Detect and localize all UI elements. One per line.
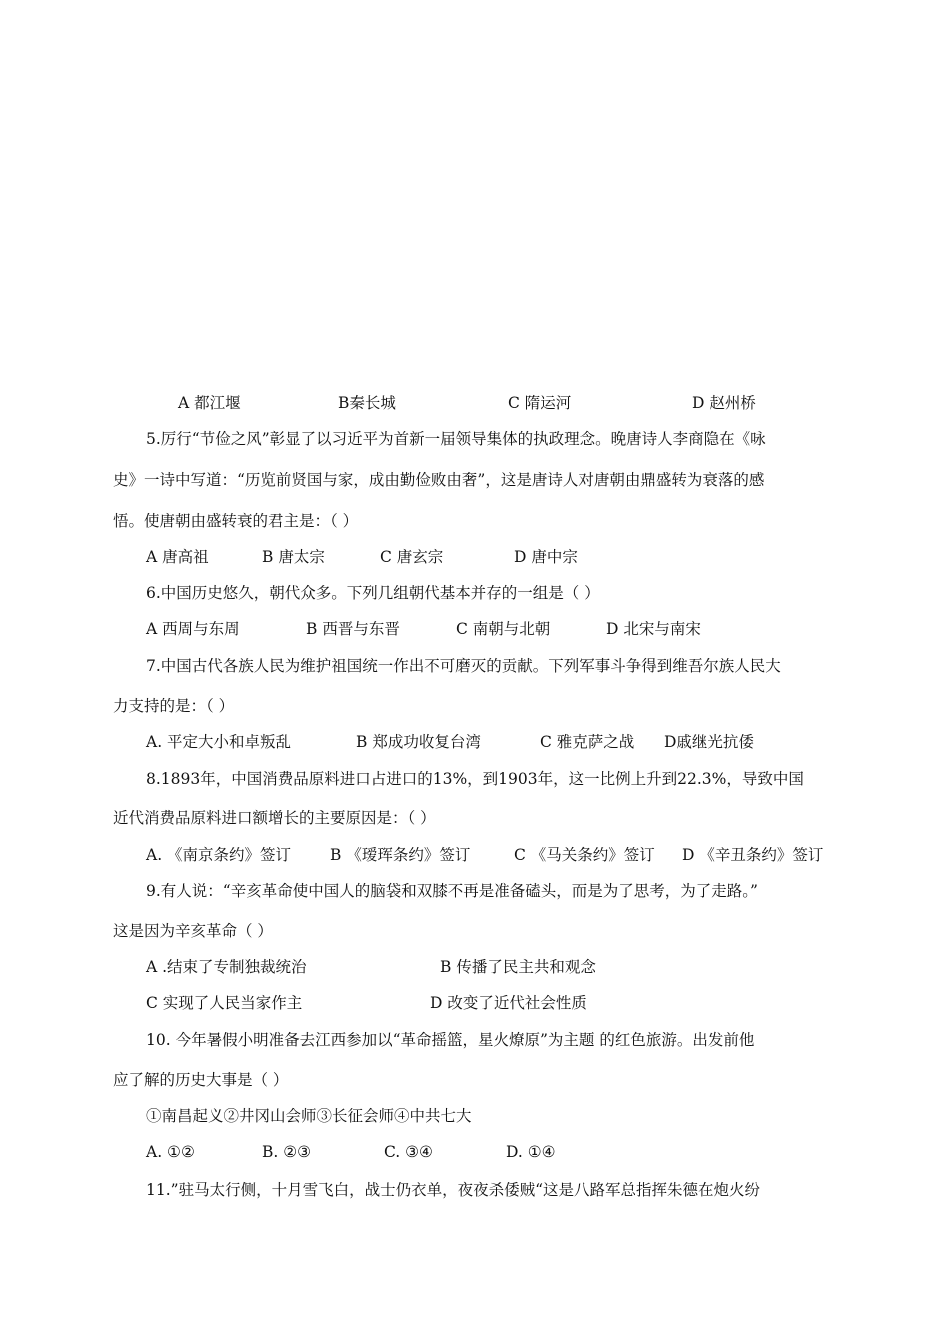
- q6-option-a: A 西周与东周: [146, 620, 240, 638]
- q7-option-b: B 郑成功收复台湾: [356, 733, 481, 751]
- q9-option-c: C 实现了人民当家作主: [146, 994, 303, 1012]
- q6-line-1: 6.中国历史悠久，朝代众多。下列几组朝代基本并存的一组是（ ）: [146, 584, 600, 602]
- q8-line-1: 8.1893年，中国消费品原料进口占进口的13%，到1903年，这一比例上升到22.3%，导致中国: [146, 770, 804, 788]
- q5-line-1: 5.厉行“节俭之风”彰显了以习近平为首新一届领导集体的执政理念。晚唐诗人李商隐在《咏: [146, 430, 766, 448]
- q8-line-2: 近代消费品原料进口额增长的主要原因是：（ ）: [113, 809, 436, 827]
- q9-option-b: B 传播了民主共和观念: [440, 958, 596, 976]
- q7-line-2: 力支持的是：（ ）: [113, 697, 235, 715]
- q5-line-3: 悟。使唐朝由盛转衰的君主是：（ ）: [113, 512, 359, 530]
- q11-line-1: 11.”驻马太行侧，十月雪飞白，战士仍衣单，夜夜杀倭贼“这是八路军总指挥朱德在炮火纷: [146, 1181, 761, 1199]
- q10-line-2: 应了解的历史大事是（ ）: [113, 1071, 289, 1089]
- q8-option-c: C 《马关条约》签订: [514, 846, 655, 864]
- q10-option-b: B. ②③: [262, 1143, 312, 1161]
- q9-line-2: 这是因为辛亥革命（ ）: [113, 922, 273, 940]
- q10-option-a: A. ①②: [146, 1143, 195, 1161]
- q10-option-c: C. ③④: [384, 1143, 433, 1161]
- q4-option-b: B秦长城: [338, 394, 396, 412]
- q6-option-d: D 北宋与南宋: [606, 620, 701, 638]
- q10-option-d: D. ①④: [506, 1143, 556, 1161]
- q7-option-c: C 雅克萨之战: [540, 733, 635, 751]
- q4-option-d: D 赵州桥: [692, 394, 756, 412]
- q5-line-2: 史》一诗中写道：“历览前贤国与家，成由勤俭败由奢”，这是唐诗人对唐朝由鼎盛转为衰落的感: [113, 471, 765, 489]
- q5-option-a: A 唐高祖: [146, 548, 209, 566]
- q5-option-d: D 唐中宗: [514, 548, 578, 566]
- q6-option-b: B 西晋与东晋: [306, 620, 400, 638]
- q8-option-a: A. 《南京条约》签订: [146, 846, 292, 864]
- q5-option-b: B 唐太宗: [262, 548, 325, 566]
- q9-line-1: 9.有人说：“辛亥革命使中国人的脑袋和双膝不再是准备磕头，而是为了思考，为了走路。”: [146, 882, 758, 900]
- q4-option-a: A 都江堰: [178, 394, 241, 412]
- q6-option-c: C 南朝与北朝: [456, 620, 551, 638]
- q8-option-b: B 《瑷珲条约》签订: [330, 846, 471, 864]
- q7-option-d: D戚继光抗倭: [664, 733, 754, 751]
- q7-line-1: 7.中国古代各族人民为维护祖国统一作出不可磨灭的贡献。下列军事斗争得到维吾尔族人民大: [146, 657, 781, 675]
- q9-option-a: A .结束了专制独裁统治: [146, 958, 307, 976]
- q4-option-c: C 隋运河: [508, 394, 572, 412]
- q9-option-d: D 改变了近代社会性质: [430, 994, 587, 1012]
- q5-option-c: C 唐玄宗: [380, 548, 444, 566]
- q7-option-a: A. 平定大小和卓叛乱: [146, 733, 292, 751]
- q10-line-1: 10. 今年暑假小明准备去江西参加以“革命摇篮，星火燎原”为主题 的红色旅游。出发前他: [146, 1031, 755, 1049]
- q10-items: ①南昌起义②井冈山会师③长征会师④中共七大: [146, 1107, 472, 1125]
- q8-option-d: D 《辛丑条约》签订: [682, 846, 824, 864]
